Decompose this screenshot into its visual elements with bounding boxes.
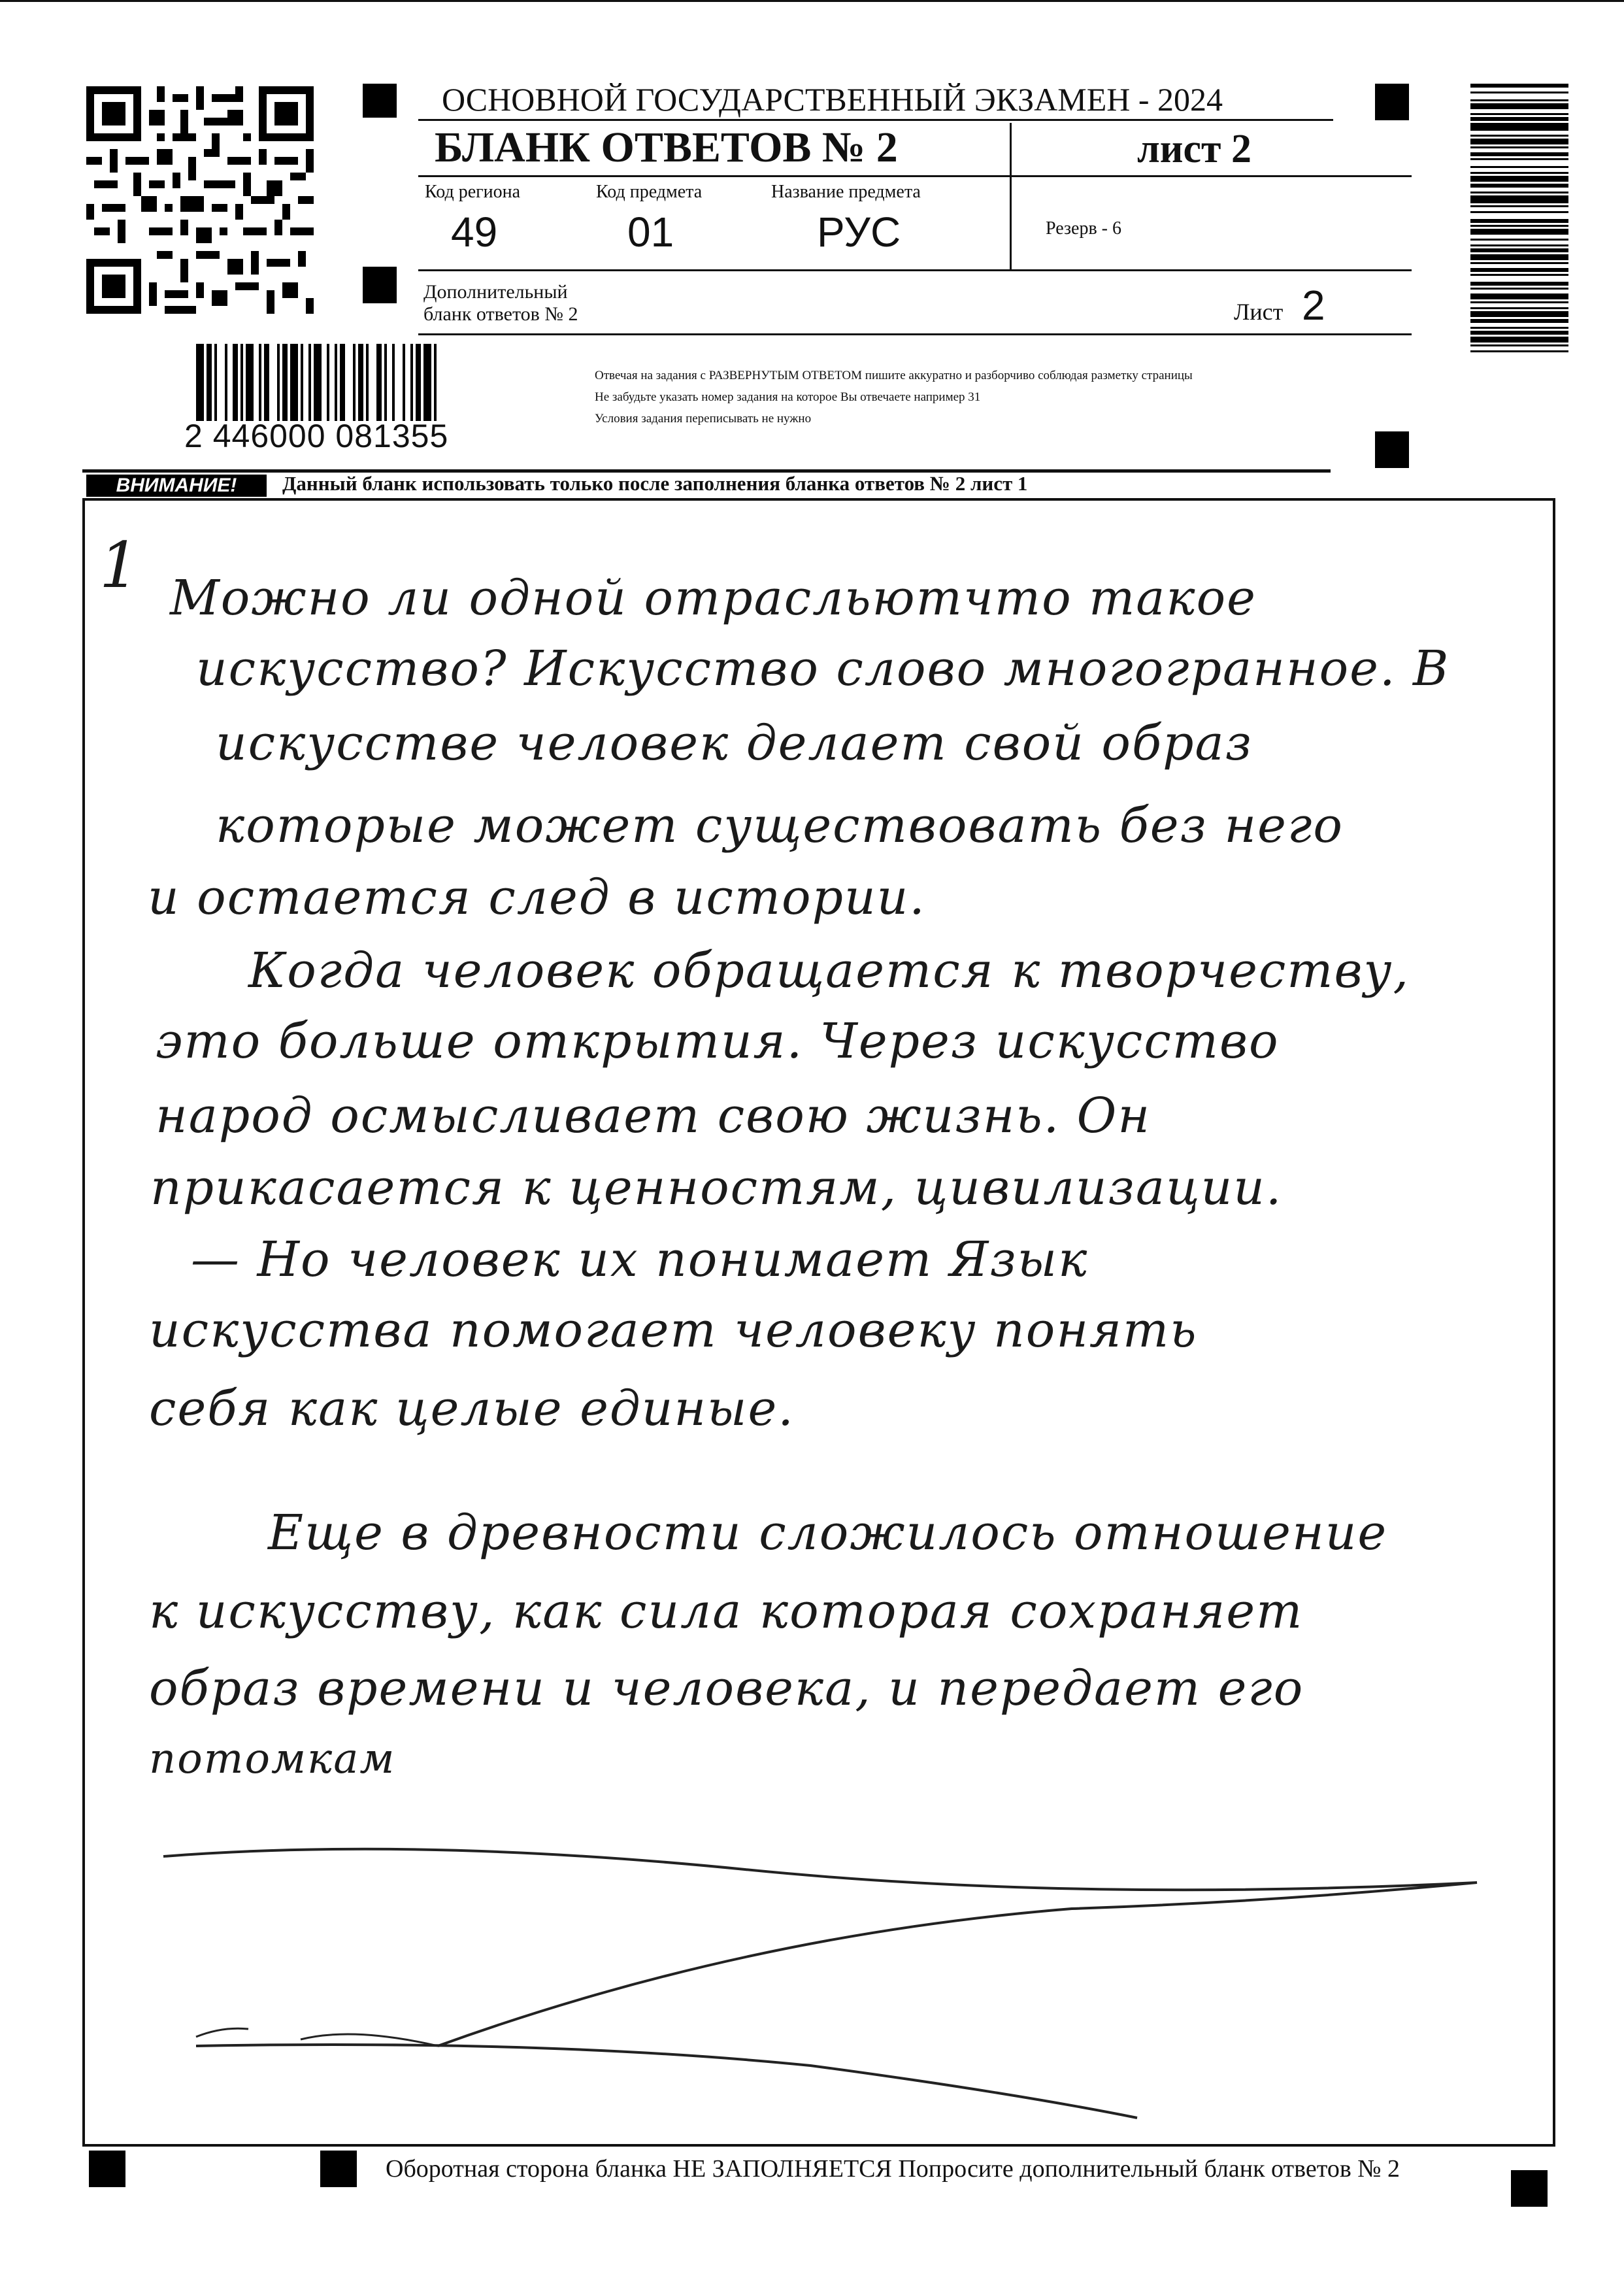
- barcode-bar: [1470, 331, 1568, 335]
- barcode-bar: [1470, 301, 1568, 303]
- barcode-bar: [1470, 211, 1568, 213]
- barcode-bar: [1470, 123, 1568, 131]
- barcode-bar: [1470, 146, 1568, 148]
- answer-line: которые может существовать без него: [216, 797, 1344, 854]
- answer-line: искусстве человек делает свой образ: [216, 715, 1253, 771]
- barcode-bar: [1470, 152, 1568, 156]
- barcode-bar: [1470, 205, 1568, 207]
- barcode-bar: [423, 344, 431, 421]
- barcode-bar: [264, 344, 269, 421]
- answer-line: это больше открытия. Через искусство: [156, 1013, 1280, 1069]
- barcode-bar: [1470, 262, 1568, 264]
- divider: [418, 269, 1412, 271]
- barcode-bar: [277, 344, 280, 421]
- barcode-bar: [214, 344, 217, 421]
- barcode-bar: [1470, 268, 1568, 272]
- answer-line: народ осмысливает свою жизнь. Он: [156, 1088, 1152, 1144]
- barcode-bar: [1470, 103, 1568, 109]
- subject-name-label: Название предмета: [771, 182, 921, 202]
- registration-mark: [89, 2151, 125, 2187]
- barcode-bar: [1470, 254, 1568, 260]
- sheet-label: лист 2: [1137, 127, 1251, 171]
- barcode-bar: [225, 344, 227, 421]
- barcode-bar: [1470, 219, 1568, 223]
- divider: [1010, 123, 1012, 269]
- additional-form-label-line2: бланк ответов № 2: [423, 303, 578, 325]
- barcode-bar: [1470, 307, 1568, 309]
- barcode-bar: [1470, 192, 1568, 193]
- instructions: [595, 365, 1418, 429]
- barcode-bar: [335, 344, 337, 421]
- barcode-bar: [1470, 282, 1568, 286]
- barcode-bar: [1470, 195, 1568, 203]
- region-code-label: Код региона: [425, 182, 521, 202]
- barcode-bar: [1470, 139, 1568, 144]
- barcode-icon: [196, 344, 555, 421]
- registration-mark: [363, 84, 397, 118]
- additional-form-label-line1: Дополнительный: [423, 281, 568, 303]
- barcode-bar: [207, 344, 212, 421]
- barcode-bar: [1470, 327, 1568, 329]
- barcode-bar: [384, 344, 387, 421]
- barcode-bar: [196, 344, 204, 421]
- barcode-number: 2 446000 081355: [184, 418, 449, 454]
- footer-note: Оборотная сторона бланка НЕ ЗАПОЛНЯЕТСЯ Попросите дополнительный бланк ответов № 2: [386, 2155, 1400, 2183]
- registration-mark: [1375, 84, 1409, 120]
- barcode-bar: [416, 344, 421, 421]
- answer-line: — Но человек их понимает Язык: [191, 1231, 1089, 1288]
- registration-mark: [1511, 2170, 1548, 2207]
- z-line-strike: [157, 1830, 1516, 2144]
- instruction-line: Условия задания переписывать не нужно: [595, 412, 812, 426]
- divider: [418, 175, 1412, 177]
- answer-line: Еще в древности сложилось отношение: [268, 1505, 1388, 1561]
- barcode-bar: [1470, 239, 1568, 241]
- barcode-bar: [392, 344, 395, 421]
- form-title: БЛАНК ОТВЕТОВ № 2: [435, 124, 898, 171]
- region-code-value: 49: [451, 209, 498, 256]
- barcode-bar: [1470, 288, 1568, 290]
- list-label: Лист: [1234, 299, 1284, 325]
- barcode-bar: [366, 344, 369, 421]
- registration-mark: [363, 267, 397, 303]
- barcode-bar: [1470, 319, 1568, 323]
- reserve-label: Резерв - 6: [1046, 218, 1122, 239]
- barcode-bar: [410, 344, 413, 421]
- barcode-bar: [1470, 293, 1568, 299]
- barcode-bar: [308, 344, 311, 421]
- barcode-bar: [1470, 337, 1568, 343]
- barcode-bar: [1470, 172, 1568, 174]
- answer-line: и остается след в истории.: [148, 869, 926, 926]
- registration-mark: [1375, 431, 1409, 468]
- barcode-bar: [1470, 229, 1568, 235]
- divider: [418, 333, 1412, 335]
- barcode-bar: [403, 344, 405, 421]
- barcode-bar: [1470, 135, 1568, 137]
- barcode-bar: [353, 344, 356, 421]
- barcode-bar: [1470, 244, 1568, 246]
- barcode-bar: [1470, 117, 1568, 121]
- barcode-bar: [358, 344, 363, 421]
- answer-line: к искусству, как сила которая сохраняет: [149, 1583, 1304, 1639]
- additional-form-label: [423, 281, 685, 326]
- barcode-bar: [301, 344, 303, 421]
- answer-line: себя как целые единые.: [149, 1381, 795, 1437]
- subject-code-label: Код предмета: [596, 182, 703, 202]
- barcode-bar: [1470, 350, 1568, 352]
- barcode-bar: [1470, 184, 1568, 188]
- barcode-bar: [240, 344, 243, 421]
- barcode-bar: [1470, 166, 1568, 168]
- barcode-bar: [233, 344, 238, 421]
- answer-line: искусство? Искусство слово многогранное. В: [196, 641, 1450, 697]
- barcode-bar: [290, 344, 298, 421]
- list-value: 2: [1302, 282, 1325, 329]
- answer-line: Когда человек обращается к творчеству,: [248, 943, 1410, 999]
- barcode-bar: [1470, 344, 1568, 346]
- barcode-bar: [1470, 84, 1568, 88]
- barcode-bar: [434, 344, 437, 421]
- attention-text: Данный бланк использовать только после заполнения бланка ответов № 2 лист 1: [282, 472, 1028, 495]
- barcode-bar: [1470, 248, 1568, 252]
- qr-code-icon: [86, 85, 314, 315]
- instruction-line: Отвечая на задания с РАЗВЕРНУТЫМ ОТВЕТОМ пишите аккуратно и разборчиво соблюдая разметку страницы: [595, 369, 1193, 382]
- barcode-bar: [282, 344, 288, 421]
- vertical-barcode-icon: [1470, 84, 1568, 454]
- barcode-bar: [1470, 176, 1568, 182]
- subject-code-value: 01: [627, 209, 674, 256]
- answer-line: потомкам: [149, 1735, 396, 1783]
- instruction-line: Не забудьте указать номер задания на которое Вы отвечаете например 31: [595, 390, 981, 404]
- attention-badge: ВНИМАНИЕ!: [86, 475, 267, 497]
- barcode-bar: [1470, 225, 1568, 227]
- barcode-bar: [314, 344, 322, 421]
- barcode-bar: [1470, 311, 1568, 317]
- barcode-bar: [1470, 99, 1568, 101]
- barcode-bar: [1470, 92, 1568, 93]
- barcode-bar: [1470, 113, 1568, 115]
- answer-line: прикасается к ценностям, цивилизации.: [150, 1160, 1283, 1216]
- registration-mark: [320, 2151, 357, 2187]
- barcode-bar: [1470, 274, 1568, 276]
- divider: [418, 119, 1333, 121]
- barcode-bar: [376, 344, 382, 421]
- task-number: 1: [99, 529, 141, 602]
- answer-line: искусства помогает человеку понять: [149, 1302, 1198, 1358]
- exam-title: ОСНОВНОЙ ГОСУДАРСТВЕННЫЙ ЭКЗАМЕН - 2024: [442, 81, 1223, 118]
- barcode-bar: [259, 344, 261, 421]
- barcode-bar: [327, 344, 329, 421]
- top-border: [0, 0, 1624, 2]
- barcode-bar: [1470, 158, 1568, 160]
- barcode-bar: [340, 344, 345, 421]
- subject-name-value: РУС: [817, 209, 901, 256]
- answer-line: Можно ли одной отрасльютчто такое: [170, 570, 1257, 626]
- barcode-bar: [246, 344, 254, 421]
- answer-line: образ времени и человека, и передает его: [149, 1660, 1304, 1717]
